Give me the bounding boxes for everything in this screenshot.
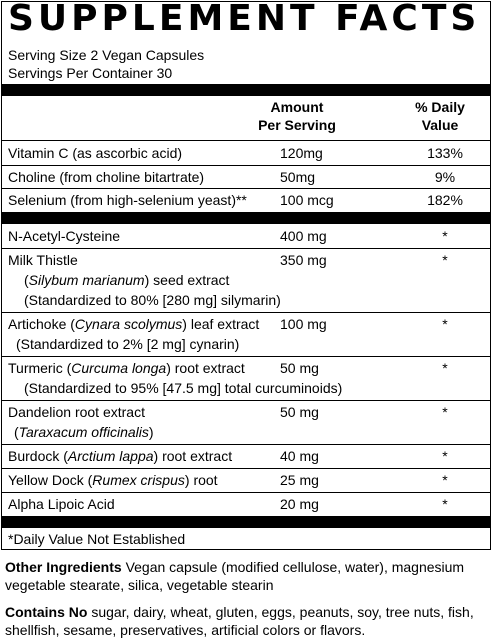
- row-name: [8, 446, 232, 467]
- row-name-line2: (Silybum marianum) seed extract: [24, 272, 230, 288]
- row-name-pre: Turmeric (: [8, 360, 72, 376]
- divider-thick-bottom: [2, 516, 490, 528]
- row-name-tail: ) root: [184, 472, 218, 488]
- divider-thick-middle: [2, 212, 490, 224]
- servings-per-container: Servings Per Container 30: [8, 65, 173, 81]
- divider: [2, 356, 490, 357]
- row-name-tail: ) leaf extract: [182, 316, 260, 332]
- serving-size: Serving Size 2 Vegan Capsules: [8, 47, 205, 63]
- footnote: *Daily Value Not Established: [8, 531, 186, 547]
- row-amount: 350 mg: [280, 252, 327, 268]
- row-name-pre: Burdock (: [8, 448, 68, 464]
- row-name: Choline (from choline bitartrate): [8, 169, 205, 185]
- row-name: [8, 314, 259, 335]
- panel-title: SUPPLEMENT FACTS: [8, 0, 481, 39]
- latin-name: Taraxacum officinalis: [18, 424, 149, 440]
- row-dv: *: [442, 252, 448, 268]
- contains-no: [5, 603, 491, 639]
- latin-name: Cynara scolymus: [74, 316, 183, 332]
- row-dv: 133%: [427, 145, 463, 161]
- contains-no-text: sugar, dairy, wheat, gluten, eggs, peanuts, soy, tree nuts, fish, shellfish, sesame, preservatives, artificial colors or flavors.: [5, 604, 474, 638]
- row-amount: 120mg: [280, 145, 323, 161]
- other-ingredients-label: Other Ingredients: [5, 559, 122, 575]
- divider-thick-top: [2, 84, 490, 96]
- row-amount: 20 mg: [280, 496, 319, 512]
- divider: [2, 248, 490, 249]
- dv-header: [400, 98, 480, 134]
- row-name-tail: ) seed extract: [144, 272, 230, 288]
- row-name: Alpha Lipoic Acid: [8, 496, 115, 512]
- row-dv: *: [442, 472, 448, 488]
- row-dv: *: [442, 496, 448, 512]
- row-name-tail: ) root extract: [166, 360, 245, 376]
- divider: [2, 165, 490, 166]
- row-amount: 100 mg: [280, 316, 327, 332]
- row-name: Vitamin C (as ascorbic acid): [8, 145, 183, 161]
- divider: [2, 188, 490, 189]
- supplement-facts-panel: [1, 1, 491, 550]
- row-dv: *: [442, 316, 448, 332]
- amount-header-line1: Amount: [270, 99, 324, 115]
- row-dv: 182%: [427, 192, 463, 208]
- row-name-tail: ) root extract: [153, 448, 233, 464]
- row-amount: 100 mcg: [280, 192, 334, 208]
- nutrient-row: [2, 250, 490, 310]
- divider: [2, 312, 490, 313]
- row-amount: 50 mg: [280, 360, 319, 376]
- divider: [2, 400, 490, 401]
- row-standardization: (Standardized to 80% [280 mg] silymarin): [24, 292, 281, 308]
- divider: [2, 492, 490, 493]
- row-standardization: (Standardized to 2% [2 mg] cynarin): [16, 336, 240, 352]
- divider: [2, 140, 490, 141]
- divider: [2, 468, 490, 469]
- nutrient-row: [2, 314, 490, 356]
- row-name: N-Acetyl-Cysteine: [8, 228, 121, 244]
- row-name: Selenium (from high-selenium yeast)**: [8, 192, 247, 208]
- row-standardization: (Standardized to 95% [47.5 mg] total curcuminoids): [24, 380, 343, 396]
- row-amount: 25 mg: [280, 472, 319, 488]
- row-name: [8, 358, 245, 379]
- row-dv: *: [442, 228, 448, 244]
- divider: [2, 444, 490, 445]
- latin-name: Arctium lappa: [67, 448, 154, 464]
- row-name: Dandelion root extract: [8, 404, 145, 420]
- other-ingredients: [5, 558, 491, 594]
- row-amount: 400 mg: [280, 228, 327, 244]
- nutrient-row: [2, 402, 490, 444]
- row-dv: *: [442, 404, 448, 420]
- row-amount: 50 mg: [280, 404, 319, 420]
- latin-name: Rumex crispus: [92, 472, 185, 488]
- row-amount: 40 mg: [280, 448, 319, 464]
- row-amount: 50mg: [280, 169, 316, 185]
- row-dv: 9%: [434, 169, 456, 185]
- other-ingredients-text: Vegan capsule (modified cellulose, water), magnesium vegetable stearate, silica, vegetable stearin: [5, 559, 465, 593]
- row-name-pre: Artichoke (: [8, 316, 75, 332]
- row-name-line2: (Taraxacum officinalis): [14, 424, 154, 440]
- row-dv: *: [442, 360, 448, 376]
- nutrient-row: [2, 358, 490, 400]
- latin-name: Silybum marianum: [28, 272, 145, 288]
- dv-header-line2: Value: [421, 117, 459, 133]
- amount-header: [242, 98, 352, 134]
- latin-name: Curcuma longa: [71, 360, 167, 376]
- contains-no-label: Contains No: [5, 604, 88, 620]
- dv-header-line1: % Daily: [415, 99, 465, 115]
- amount-header-line2: Per Serving: [258, 117, 336, 133]
- row-name-pre: Yellow Dock (: [8, 472, 93, 488]
- row-dv: *: [442, 448, 448, 464]
- row-name: [8, 470, 218, 491]
- row-name: Milk Thistle: [8, 252, 78, 268]
